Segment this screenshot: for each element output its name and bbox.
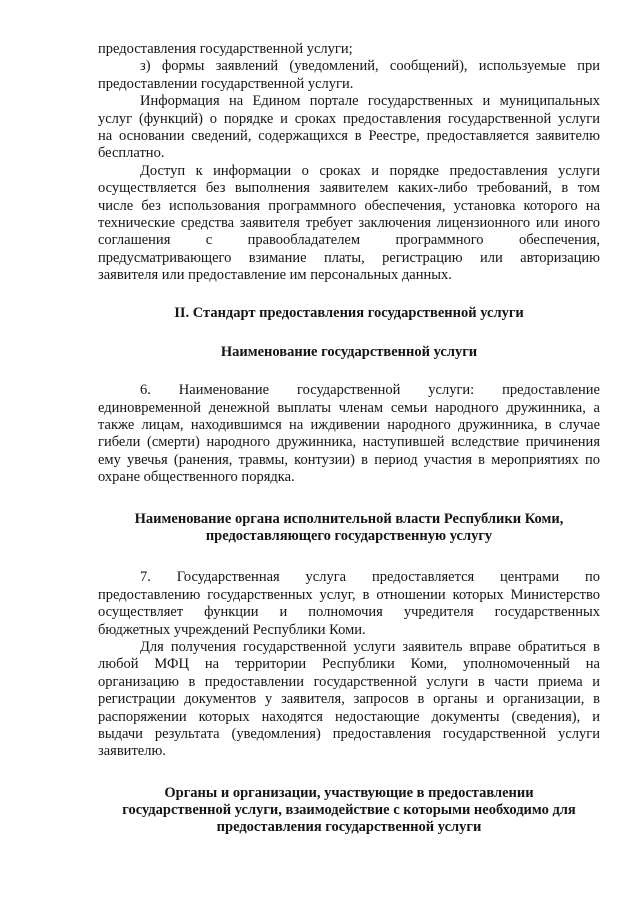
paragraph-line: Для получения государственной услуги заявитель вправе обратиться в (140, 638, 600, 655)
paragraph-line: заявителя или предоставление им персональных данных. (98, 267, 452, 284)
paragraph-line: также лицам, находившимся на иждивении народного дружинника, в случае (98, 417, 600, 434)
paragraph-line: Доступ к информации о сроках и порядке предоставления услуги (140, 162, 600, 179)
paragraph-line: з) формы заявлений (уведомлений, сообщений), используемые при (140, 58, 600, 75)
subsection-heading: предоставления государственной услуги (216, 819, 482, 836)
subsection-heading: государственной услуги, взаимодействие с которыми необходимо для (122, 802, 576, 819)
subsection-heading: Наименование государственной услуги (220, 343, 478, 360)
subsection-heading: Органы и организации, участвующие в предоставлении (164, 784, 534, 801)
paragraph-line: регистрации документов у заявителя, запросов в органы и организации, в (98, 691, 600, 708)
paragraph-line: предусматривающего взимание платы, регистрацию или авторизацию (98, 249, 600, 266)
paragraph-line: технические средства заявителя требует заключения лицензионного или иного (98, 214, 600, 231)
paragraph-line: 7. Государственная услуга предоставляется центрами по (140, 569, 600, 586)
paragraph-line: осуществляет функции и полномочия учредителя государственных (98, 604, 600, 621)
paragraph-line: гибели (смерти) народного дружинника, наступившей вследствие причинения (98, 434, 600, 451)
section-heading: II. Стандарт предоставления государственной услуги (174, 305, 524, 322)
subsection-heading: Наименование органа исполнительной власти Республики Коми, (134, 510, 564, 527)
subsection-heading: предоставляющего государственную услугу (205, 527, 493, 544)
paragraph-line: ему увечья (ранения, травмы, контузии) в период участия в мероприятиях по (98, 451, 600, 468)
paragraph-line: числе без использования программного обеспечения, установка которого на (98, 197, 600, 214)
paragraph-line: предоставлению государственных услуг, в отношении которых Министерство (98, 586, 600, 603)
paragraph-line: предоставлении государственной услуги. (98, 75, 354, 92)
paragraph-line: на основании сведений, содержащихся в Реестре, предоставляется заявителю (98, 127, 600, 144)
paragraph-line: предоставления государственной услуги; (98, 41, 353, 57)
paragraph-line: соглашения с правообладателем программного обеспечения, (98, 232, 600, 249)
paragraph-line: организацию в предоставлении государственной услуги в части приема и (98, 673, 600, 690)
paragraph-line: выдачи результата (уведомления) предоставления государственной услуги (98, 725, 600, 742)
paragraph-line: услуг (функций) о порядке и сроках предоставления государственной услуги (98, 110, 600, 127)
paragraph-line: охране общественного порядка. (98, 469, 295, 486)
paragraph-line: распоряжении которых находятся недостающие документы (сведения), и (98, 708, 600, 725)
paragraph-line: бесплатно. (98, 145, 165, 162)
document-body (98, 41, 600, 837)
paragraph-line: бюджетных учреждений Республики Коми. (98, 621, 366, 638)
paragraph-line: осуществляется без выполнения заявителем каких-либо требований, в том (98, 180, 600, 197)
paragraph-line: 6. Наименование государственной услуги: предоставление (140, 382, 600, 399)
paragraph-line: единовременной денежной выплаты членам семьи народного дружинника, а (98, 399, 600, 416)
paragraph-line: любой МФЦ на территории Республики Коми, уполномоченный на (98, 656, 600, 673)
paragraph-line: Информация на Едином портале государственных и муниципальных (140, 93, 600, 110)
paragraph-line: заявителю. (98, 743, 166, 760)
